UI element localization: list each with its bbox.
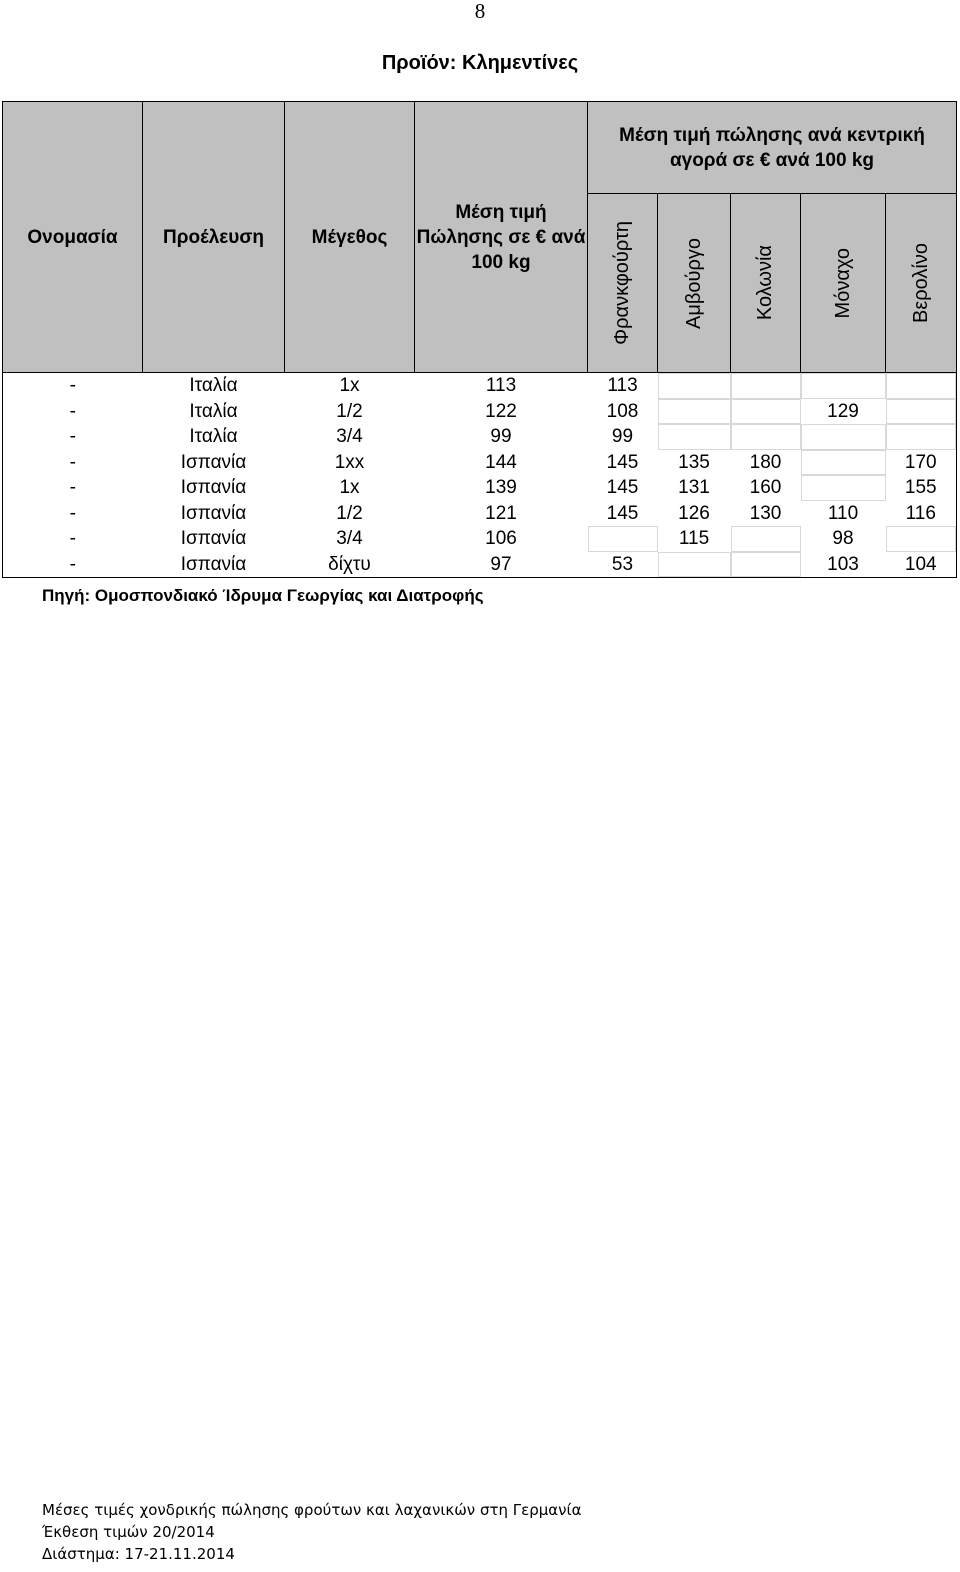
table-row	[3, 450, 957, 476]
table-cell: -	[3, 399, 143, 425]
table-cell: 131	[678, 477, 710, 499]
header-size: Μέγεθος	[285, 102, 415, 373]
header-market-group: Μέση τιμή πώλησης ανά κεντρική αγορά σε € ανά 100 kg	[588, 102, 957, 194]
table-cell: 115	[678, 528, 710, 550]
page-title: Προϊόν: Κλημεντίνες	[381, 52, 579, 74]
table-cell: 145	[606, 502, 639, 524]
table-cell	[588, 526, 658, 552]
header-market-label: Βερολίνο	[909, 243, 932, 323]
table-cell: 170	[886, 450, 957, 476]
table-cell: -	[3, 450, 143, 476]
table-cell: Ισπανία	[180, 528, 247, 550]
table-cell: 1/2	[336, 502, 363, 524]
table-cell: Ισπανία	[180, 502, 247, 524]
table-cell: 106	[485, 528, 517, 550]
footer-line: Έκθεση τιμών 20/2014	[42, 1523, 215, 1541]
table-cell	[658, 424, 731, 450]
table-cell: 122	[485, 400, 517, 422]
table-cell: 99	[490, 426, 512, 448]
table-cell: Ιταλία	[189, 375, 238, 397]
header-market-label: Αμβούργο	[682, 237, 705, 329]
table-cell: 110	[827, 502, 859, 524]
table-cell: 144	[485, 451, 517, 473]
table-cell	[801, 373, 886, 399]
page-number: 8	[474, 0, 486, 23]
table-cell: δίχτυ	[285, 552, 415, 578]
table-row	[3, 501, 957, 527]
table-cell: 113	[485, 375, 517, 397]
table-cell: 99	[611, 426, 634, 448]
table-cell	[731, 526, 801, 552]
table-cell: 121	[485, 502, 517, 524]
table-cell: 155	[886, 475, 957, 501]
table-cell: 129	[827, 400, 859, 422]
table-row	[3, 552, 957, 578]
header-market-frankfurt	[588, 194, 658, 373]
footer-line: Διάστημα: 17-21.11.2014	[42, 1545, 235, 1563]
table-row	[3, 373, 957, 399]
table-cell	[886, 399, 957, 425]
table-cell: -	[3, 373, 143, 399]
table-cell: 103	[801, 552, 886, 578]
table-cell: -	[3, 424, 143, 450]
table-cell: 135	[678, 451, 710, 473]
table-cell	[886, 424, 957, 450]
table-cell	[731, 552, 801, 578]
page-footer	[42, 1499, 582, 1565]
table-cell: Ιταλία	[189, 400, 238, 422]
table-cell: 1xx	[334, 451, 365, 473]
header-market-munich	[801, 194, 886, 373]
header-market-label: Φρανκφούρτη	[611, 221, 633, 345]
table-cell: Ιταλία	[189, 426, 238, 448]
source-note: Πηγή: Ομοσπονδιακό Ίδρυμα Γεωργίας και Διατροφής	[42, 586, 484, 605]
footer-line: Μέσες τιμές χονδρικής πώλησης φρούτων και λαχανικών στη Γερμανία	[42, 1501, 582, 1519]
header-market-label: Μόναχο	[831, 247, 854, 319]
table-cell	[658, 373, 731, 399]
table-cell: 160	[749, 477, 782, 499]
table-cell: -	[3, 501, 143, 527]
header-avg-price: Μέση τιμή Πώλησης σε € ανά 100 kg	[415, 102, 588, 373]
table-cell: 1/2	[336, 400, 363, 422]
table-cell: 126	[678, 502, 710, 524]
table-cell: 1x	[339, 477, 360, 499]
table-cell	[658, 399, 731, 425]
header-origin: Προέλευση	[143, 102, 285, 373]
table-cell: 3/4	[336, 528, 363, 550]
table-cell	[801, 450, 886, 476]
table-cell: 180	[749, 451, 782, 473]
table-cell: 53	[588, 552, 658, 578]
table-cell	[801, 475, 886, 501]
table-row	[3, 475, 957, 501]
table-cell: 113	[607, 375, 638, 397]
table-cell: 108	[606, 400, 639, 422]
table-cell	[886, 526, 957, 552]
table-cell: 104	[886, 552, 957, 578]
header-market-label: Κολωνία	[754, 245, 776, 321]
table-cell: 1x	[339, 375, 360, 397]
header-market-berlin	[886, 194, 957, 373]
table-cell	[731, 373, 801, 399]
table-cell	[731, 424, 801, 450]
table-body	[3, 373, 957, 578]
table-cell	[801, 424, 886, 450]
header-name: Ονομασία	[3, 102, 143, 373]
table-cell: -	[3, 552, 143, 578]
table-cell: -	[3, 526, 143, 552]
table-cell: -	[3, 475, 143, 501]
table-cell: 139	[485, 477, 517, 499]
table-cell	[731, 399, 801, 425]
table-row	[3, 424, 957, 450]
header-market-hamburg	[658, 194, 731, 373]
table-cell: Ισπανία	[180, 477, 247, 499]
table-cell: 145	[606, 477, 639, 499]
table-row	[3, 526, 957, 552]
table-cell	[886, 373, 957, 399]
table-cell: 145	[606, 451, 639, 473]
table-cell: 98	[832, 528, 854, 550]
table-cell: Ισπανία	[143, 552, 285, 578]
table-cell: 116	[886, 501, 957, 527]
table-cell: 3/4	[336, 426, 363, 448]
header-market-cologne	[731, 194, 801, 373]
table-row	[3, 399, 957, 425]
price-table	[2, 101, 957, 578]
table-cell: 130	[749, 502, 782, 524]
table-cell: Ισπανία	[180, 451, 247, 473]
table-cell: 97	[415, 552, 588, 578]
table-cell	[658, 552, 731, 578]
